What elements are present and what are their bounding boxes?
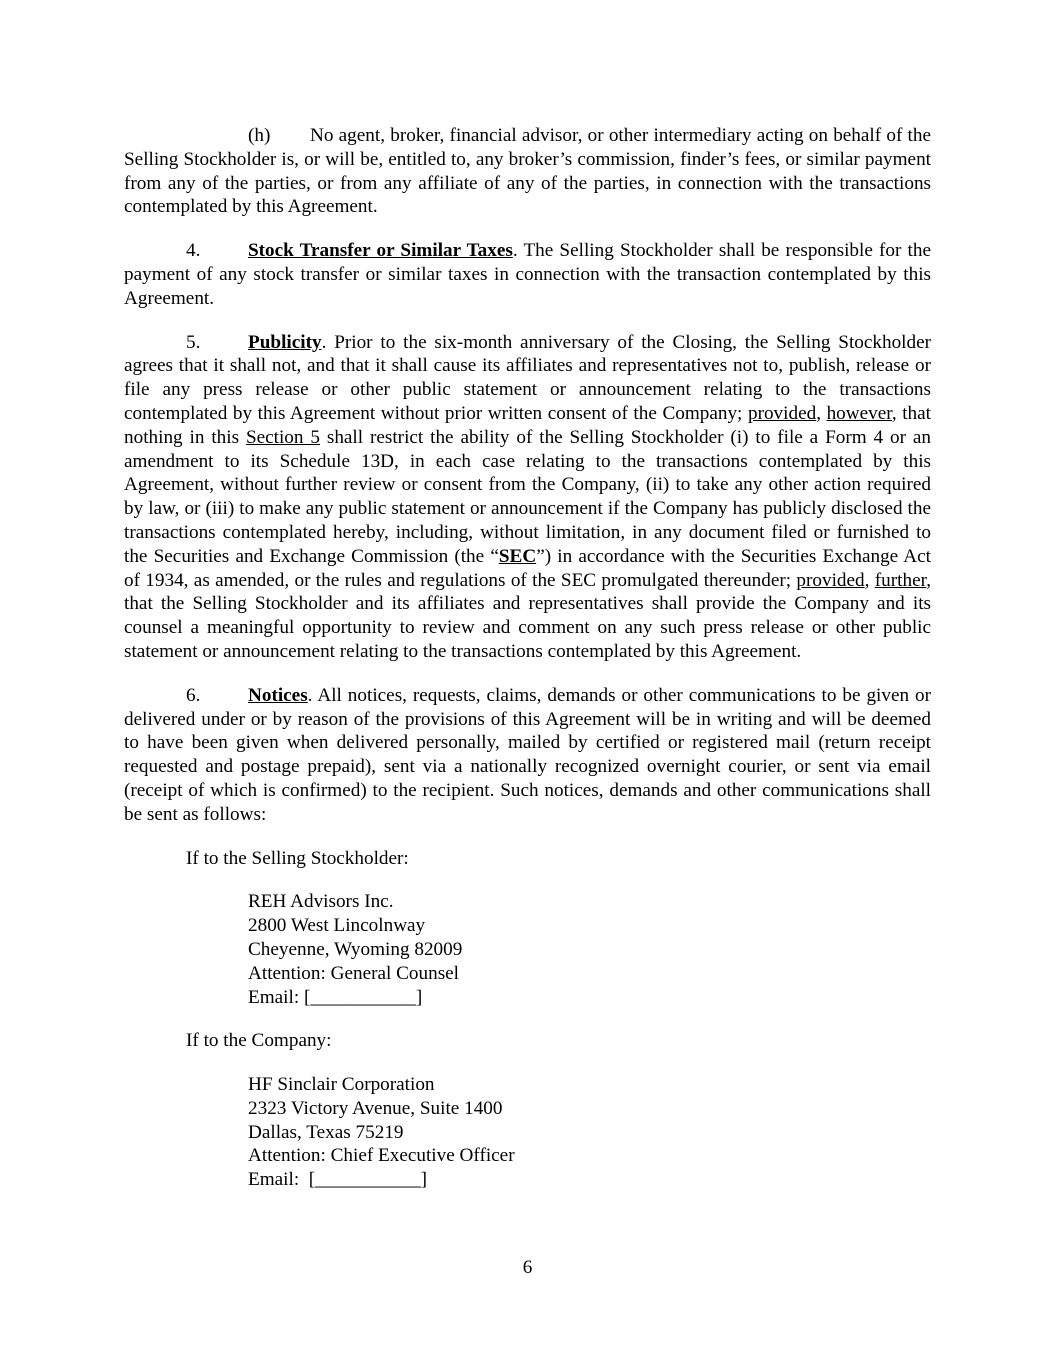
- address-line: Attention: General Counsel: [248, 962, 460, 984]
- sec-defined-term: SEC: [498, 545, 537, 567]
- section-4-number: 4.: [186, 240, 201, 262]
- section-4-text: . The Selling Stockholder shall be responsible for the payment of any stock transfer or similar taxes in connection with the transaction contemplated by this Agreement.: [124, 240, 931, 309]
- email-line: Email: [___________]: [248, 986, 423, 1008]
- stockholder-address: [124, 890, 931, 1009]
- section-5-text-7: , that the Selling Stockholder and its affiliates and representatives shall provide the Company and its counsel a meaningful opportunity to review and comment on any such press release or other public statement or announcement relating to the transactions contemplated by this Agreement.: [124, 569, 931, 662]
- section-5-number: 5.: [186, 331, 201, 353]
- clause-h-text: No agent, broker, financial advisor, or other intermediary acting on behalf of the Selling Stockholder is, or will be, entitled to, any broker’s commission, finder’s fees, or similar payment from any of the parties, or from any affiliate of any of the parties, in connection with the transactions contemplated by this Agreement.: [124, 125, 931, 218]
- company-intro: If to the Company:: [186, 1030, 332, 1052]
- section-6: [124, 684, 931, 827]
- section-5-text-6: ,: [864, 569, 875, 591]
- further-term: further: [874, 569, 927, 591]
- address-line: Attention: Chief Executive Officer: [248, 1145, 515, 1167]
- section-4-heading: Stock Transfer or Similar Taxes: [248, 240, 513, 262]
- section-6-text: . All notices, requests, claims, demands or other communications to be given or delivered under or by reason of the provisions of this Agreement will be in writing and will be deemed to have been given when delivered personally, mailed by certified or registered mail (return receipt requested and postage prepaid), sent via a nationally recognized overnight courier, or sent via email (receipt of which is confirmed) to the recipient. Such notices, demands and other communications shall be sent as follows:: [124, 684, 931, 825]
- section-5-text-2: ,: [816, 402, 827, 424]
- address-line: 2323 Victory Avenue, Suite 1400: [248, 1097, 503, 1119]
- address-line: Cheyenne, Wyoming 82009: [248, 938, 463, 960]
- provided-term: provided: [747, 402, 817, 424]
- section-5-text-5: ”) in accordance with the Securities Exchange Act of 1934, as amended, or the rules and regulations of the SEC promulgated thereunder;: [124, 545, 931, 591]
- page-number: 6: [522, 1257, 533, 1278]
- address-line: REH Advisors Inc.: [248, 891, 394, 913]
- address-line: HF Sinclair Corporation: [248, 1074, 435, 1096]
- provided-term-2: provided: [796, 569, 865, 591]
- section-6-number: 6.: [186, 684, 201, 706]
- clause-h-label: (h): [248, 125, 271, 146]
- email-line: Email: [___________]: [248, 1169, 428, 1191]
- clause-h: [124, 124, 931, 219]
- address-line: Dallas, Texas 75219: [248, 1121, 404, 1143]
- section-6-heading: Notices: [248, 684, 308, 706]
- section-5: [124, 331, 931, 664]
- section-5-text-4: shall restrict the ability of the Selling Stockholder (i) to file a Form 4 or an amendment to its Schedule 13D, in each case relating to the transactions contemplated by this Agreement, without further review or consent from the Company, (ii) to take any other action required by law, or (iii) to make any public statement or announcement if the Company has publicly disclosed the transactions contemplated hereby, including, without limitation, in any document filed or furnished to the Securities and Exchange Commission (the “: [124, 426, 931, 567]
- company-address: [124, 1073, 931, 1192]
- however-term: however: [826, 402, 892, 424]
- section-5-reference: Section 5: [245, 426, 320, 448]
- section-5-text-3: , that nothing in this: [124, 402, 931, 448]
- section-4: [124, 239, 931, 310]
- address-line: 2800 West Lincolnway: [248, 915, 426, 937]
- section-5-text-1: . Prior to the six-month anniversary of the Closing, the Selling Stockholder agrees that it shall not, and that it shall cause its affiliates and representatives not to, publish, release or file any press release or other public statement or announcement relating to the transactions contemplated by this Agreement without prior written consent of the Company;: [124, 331, 931, 424]
- stockholder-intro: If to the Selling Stockholder:: [186, 847, 409, 869]
- section-5-heading: Publicity: [248, 331, 322, 353]
